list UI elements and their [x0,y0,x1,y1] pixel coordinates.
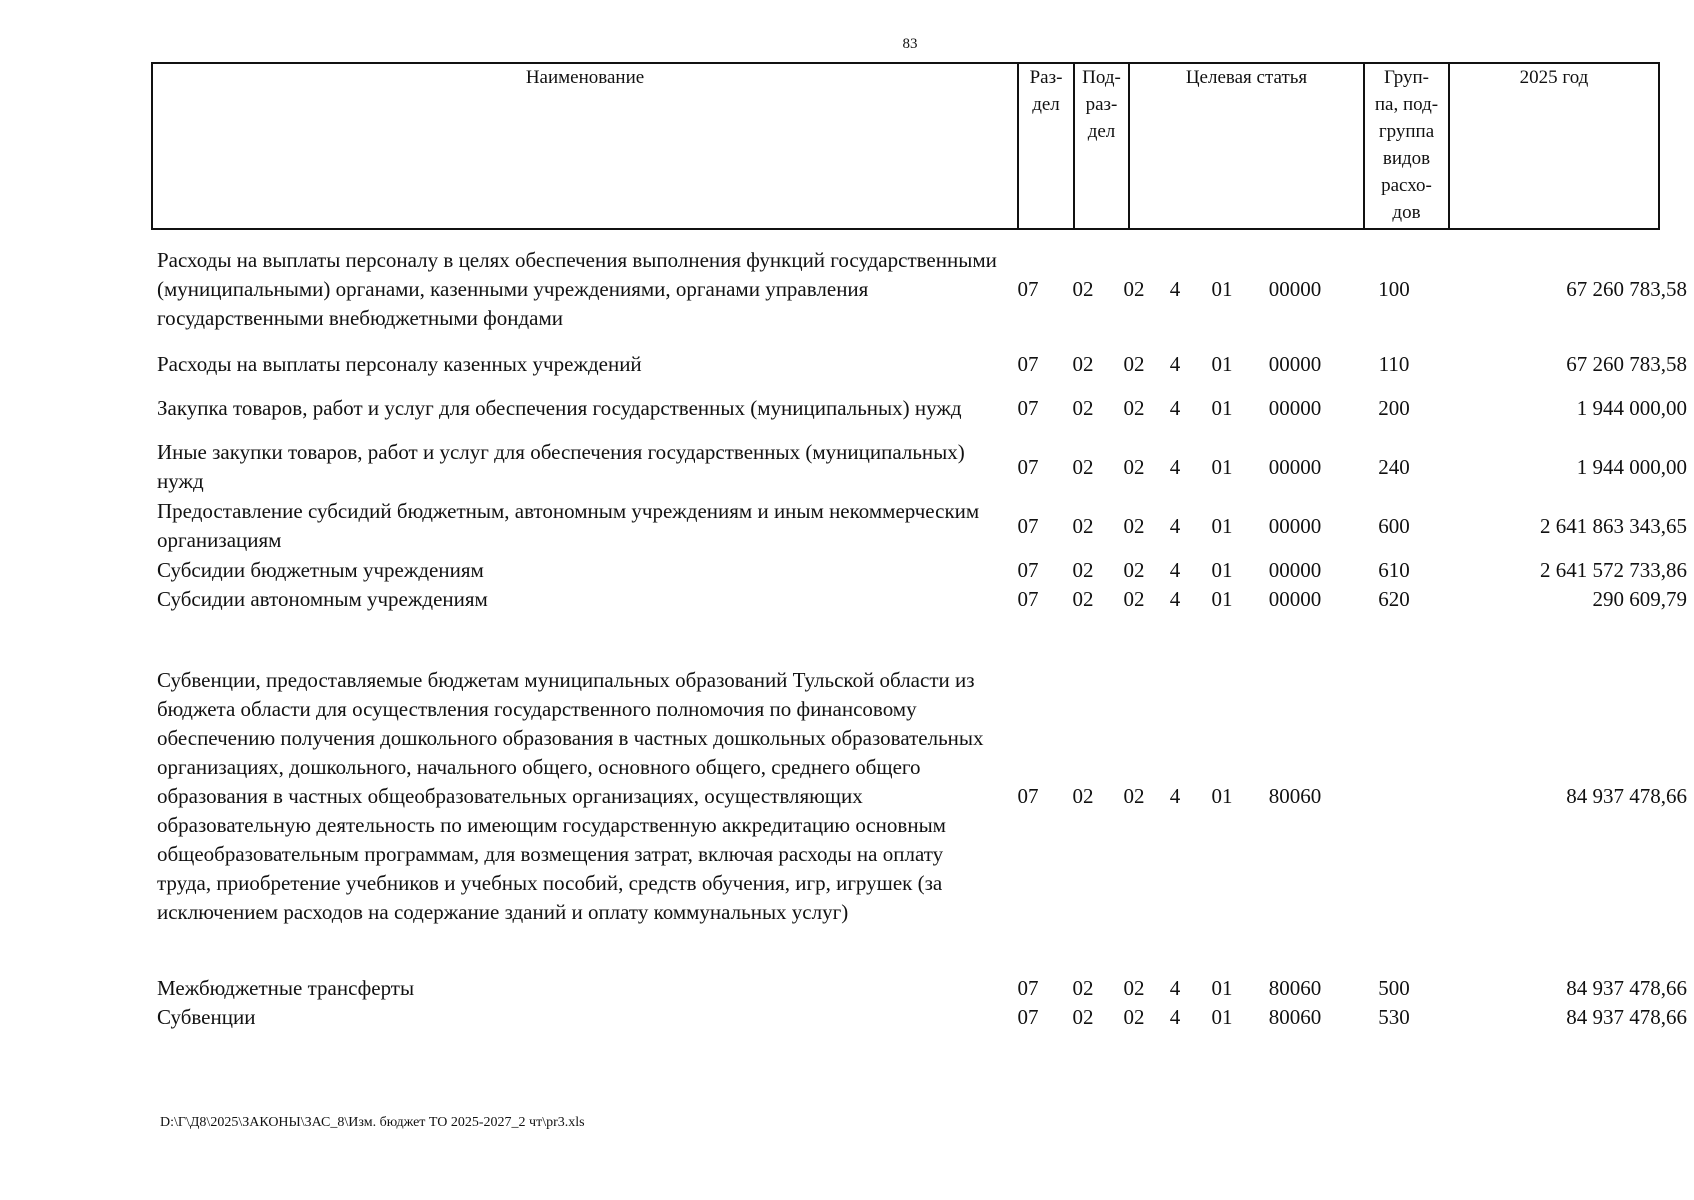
row-podrazdel: 02 [1072,976,1094,1000]
row-name: Расходы на выплаты персоналу в целях обеспечения выполнения функций государственными (муниципальными) органами, казенными учреждениями, органами управления государственными внебюджетными фондами [157,248,997,330]
row-razdel: 07 [1017,783,1039,808]
row-podrazdel: 02 [1072,558,1094,582]
row-podrazdel: 02 [1072,277,1094,301]
row-name: Субвенции [157,1005,256,1029]
row-podrazdel: 02 [1072,395,1094,420]
row-name: Расходы на выплаты персоналу казенных учреждений [157,352,642,376]
header-group: Груп- па, под- группа видов расхо- дов [1364,63,1449,229]
table-row [151,585,1689,614]
row-name: Закупка товаров, работ и услуг для обеспечения государственных (муниципальных) нужд [157,395,962,420]
row-amount: 84 937 478,66 [1566,976,1687,1000]
row-name: Межбюджетные трансферты [157,976,415,1000]
row-target-subprogram: 01 [1211,277,1233,301]
row-amount: 84 937 478,66 [1566,1005,1687,1029]
row-target-program: 02 [1123,513,1145,538]
row-razdel: 07 [1017,352,1039,376]
header-razdel: Раз- дел [1018,63,1074,229]
row-razdel: 07 [1017,1005,1039,1029]
row-group: 500 [1378,976,1410,1000]
row-razdel: 07 [1017,395,1039,420]
row-target-subprogram: 01 [1211,513,1233,538]
row-target-type: 4 [1169,1005,1181,1029]
row-target-subprogram: 01 [1211,454,1233,479]
file-path-footer: D:\Г\Д8\2025\ЗАКОНЫ\ЗАС_8\Изм. бюджет ТО 2025-2027_2 чт\pr3.xls [160,1115,585,1130]
row-target-type: 4 [1169,976,1181,1000]
row-target-subprogram: 01 [1211,976,1233,1000]
table-row [151,497,1689,555]
row-target-subprogram: 01 [1211,587,1233,611]
row-target-direction: 00000 [1268,587,1322,611]
row-target-direction: 80060 [1268,783,1322,808]
row-target-subprogram: 01 [1211,395,1233,420]
row-target-type: 4 [1169,558,1181,582]
table-row [151,379,1689,437]
row-target-subprogram: 01 [1211,1005,1233,1029]
row-target-type: 4 [1169,513,1181,538]
row-amount: 2 641 572 733,86 [1540,558,1687,582]
row-target-program: 02 [1123,558,1145,582]
row-group: 600 [1378,513,1410,538]
row-name: Предоставление субсидий бюджетным, автономным учреждениям и иным некоммерческим организациям [157,499,980,552]
table-row [151,556,1689,585]
row-target-type: 4 [1169,277,1181,301]
row-razdel: 07 [1017,587,1039,611]
row-razdel: 07 [1017,277,1039,301]
row-group: 610 [1378,558,1410,582]
row-target-type: 4 [1169,395,1181,420]
row-name: Субсидии автономным учреждениям [157,587,488,611]
row-target-subprogram: 01 [1211,783,1233,808]
row-target-program: 02 [1123,976,1145,1000]
header-name: Наименование [525,67,645,88]
header-podrazdel: Под- раз- дел [1074,63,1129,229]
row-target-subprogram: 01 [1211,558,1233,582]
page-number: 83 [902,36,918,52]
row-amount: 67 260 783,58 [1566,352,1687,376]
row-group: 100 [1378,277,1410,301]
row-razdel: 07 [1017,454,1039,479]
row-amount: 1 944 000,00 [1576,395,1687,420]
header-year: 2025 год [1449,63,1659,229]
row-podrazdel: 02 [1072,352,1094,376]
row-amount: 290 609,79 [1592,587,1687,611]
row-target-program: 02 [1123,352,1145,376]
row-target-type: 4 [1169,587,1181,611]
table-row [151,651,1689,941]
row-target-direction: 00000 [1268,395,1322,420]
row-target-direction: 00000 [1268,454,1322,479]
table-row [151,438,1689,496]
row-podrazdel: 02 [1072,1005,1094,1029]
row-target-program: 02 [1123,587,1145,611]
row-podrazdel: 02 [1072,454,1094,479]
row-amount: 67 260 783,58 [1566,277,1687,301]
row-target-direction: 00000 [1268,558,1322,582]
row-target-direction: 00000 [1268,352,1322,376]
row-group: 200 [1378,395,1410,420]
row-razdel: 07 [1017,558,1039,582]
row-group: 110 [1378,352,1410,376]
row-group: 620 [1378,587,1410,611]
row-podrazdel: 02 [1072,587,1094,611]
row-target-program: 02 [1123,454,1145,479]
row-amount: 2 641 863 343,65 [1540,513,1687,538]
row-name: Субсидии бюджетным учреждениям [157,558,484,582]
row-target-program: 02 [1123,277,1145,301]
row-group: 530 [1378,1005,1410,1029]
row-target-program: 02 [1123,783,1145,808]
table-row [151,350,1689,379]
row-podrazdel: 02 [1072,783,1094,808]
row-target-program: 02 [1123,1005,1145,1029]
row-target-direction: 80060 [1268,1005,1322,1029]
table-row [151,974,1689,1003]
table-header [151,62,1660,230]
row-name: Иные закупки товаров, работ и услуг для обеспечения государственных (муниципальных) нужд [157,440,965,493]
row-amount: 1 944 000,00 [1576,454,1687,479]
row-podrazdel: 02 [1072,513,1094,538]
row-group: 240 [1378,454,1410,479]
table-row [151,1003,1689,1032]
row-target-direction: 80060 [1268,976,1322,1000]
row-razdel: 07 [1017,976,1039,1000]
row-name: Субвенции, предоставляемые бюджетам муниципальных образований Тульской области из бюджета области для осуществления государственного полномочия по финансовому обеспечению получения дошкольного образования в частных дошкольных образовательных организациях, дошкольного, начального общего, основного общего, среднего общего образования в частных общеобразовательных организациях, осуществляющих образовательную деятельность по имеющим государственную аккредитацию основным общеобразовательным программам, для возмещения затрат, включая расходы на оплату труда, приобретение учебников и учебных пособий, средств обучения, игр, игрушек (за исключением расходов на содержание зданий и оплату коммунальных услуг) [157,667,984,924]
row-target-type: 4 [1169,352,1181,376]
row-target-type: 4 [1169,783,1181,808]
row-target-direction: 00000 [1268,513,1322,538]
row-target-program: 02 [1123,395,1145,420]
row-razdel: 07 [1017,513,1039,538]
row-amount: 84 937 478,66 [1566,783,1687,808]
table-row [151,246,1689,333]
row-target-direction: 00000 [1268,277,1322,301]
row-target-type: 4 [1169,454,1181,479]
header-target: Целевая статья [1129,63,1364,229]
row-target-subprogram: 01 [1211,352,1233,376]
